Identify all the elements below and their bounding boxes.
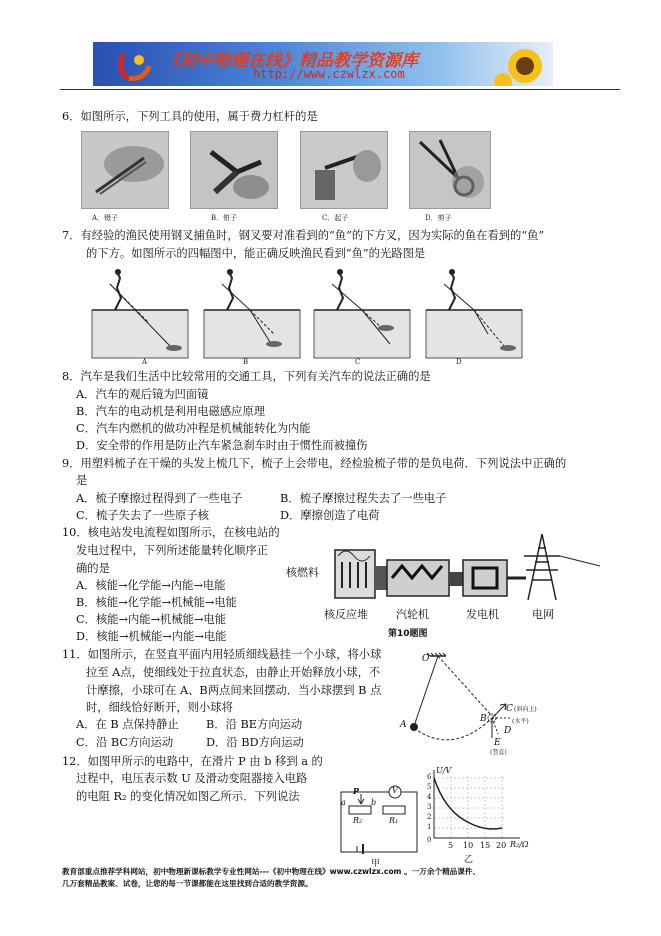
- q7-panel-a: [92, 269, 188, 358]
- q7-label-d: D: [456, 358, 462, 366]
- q6-caption-d: D．剪子: [425, 214, 452, 222]
- q11-figure: [400, 652, 540, 756]
- q6-stem: 6．如图所示，下列工具的使用，属于费力杠杆的是: [62, 110, 318, 123]
- q7-line2: 的下方。如图所示的四幅图中，能正确反映渔民看到“鱼”的光路图是: [86, 247, 426, 260]
- q8-option-c: C．汽车内燃机的做功冲程是机械能转化为内能: [76, 422, 311, 435]
- q8-option-a: A．汽车的观后镜为凹面镜: [76, 388, 209, 401]
- q12-line1: 12．如图甲所示的电路中，在滑片 P 由 b 移到 a 的: [62, 755, 323, 768]
- q11-line1: 11．如图所示，在竖直平面内用轻质细线悬挂一个小球，将小球: [62, 648, 382, 661]
- q11-note-d: (水平): [512, 718, 529, 725]
- q6-caption-b: B．钳子: [211, 214, 238, 222]
- q8-option-d: D．安全带的作用是防止汽车紧急刹车时由于惯性而被撞伤: [76, 439, 368, 452]
- q7-label-a: A: [142, 358, 148, 366]
- q12-label-jia: 甲: [371, 859, 381, 869]
- footer-line2: 几万套精品教案、试卷，让您的每一节课都能在这里找到合适的教学资源。: [62, 879, 313, 888]
- q10-option-d: D．核能→机械能→内能→电能: [76, 630, 227, 643]
- q11-label-e: E: [494, 738, 501, 748]
- q8-option-b: B．汽车的电动机是利用电磁感应原理: [76, 405, 266, 418]
- q10-label-grid: 电网: [532, 608, 554, 621]
- q12-label-r2: R₂: [353, 816, 363, 825]
- q7-panel-c: [314, 269, 410, 358]
- q7-line1: 7．有经验的渔民使用钢叉捕鱼时，钢叉要对准看到的“鱼”的下方叉，因为实际的鱼在看到的“鱼”: [62, 229, 545, 242]
- tweezers-icon: [82, 132, 168, 208]
- q9-option-d: D．摩擦创造了电荷: [280, 509, 380, 522]
- q12-label-p: P: [353, 786, 360, 796]
- pliers-icon: [191, 132, 277, 208]
- q11-option-a: A．在 B 点保持静止: [76, 718, 179, 731]
- q6-photo-d: [409, 131, 491, 209]
- q11-label-a: A: [400, 720, 407, 730]
- q11-option-b: B．沿 BE方向运动: [206, 718, 303, 731]
- q12-ytick-4: 4: [427, 793, 432, 801]
- q12-label-r1: R₁: [389, 816, 399, 825]
- q6-caption-c: C．起子: [322, 214, 349, 222]
- q9-line2: 是: [76, 474, 88, 487]
- q12-xtick-15: 15: [480, 841, 491, 850]
- q12-label-a: a: [341, 798, 346, 807]
- q6-photo-b: [190, 131, 278, 209]
- q12-line3: 的电阻 R₂ 的变化情况如图乙所示．下列说法: [76, 790, 300, 803]
- q10-label-turbine: 汽轮机: [396, 608, 429, 621]
- bottle-opener-icon: [301, 132, 387, 208]
- q11-line3: 计摩擦，小球可在 A、B两点间来回摆动．当小球摆到 B 点: [86, 684, 382, 697]
- q10-line1: 10．核电站发电流程如图所示，在核电站的: [62, 526, 280, 539]
- q10-figure-caption: 第10题图: [388, 629, 428, 639]
- header-rule: [60, 89, 620, 90]
- q10-label-reactor: 核反应堆: [324, 608, 368, 621]
- q12-origin: 0: [427, 836, 432, 844]
- q10-option-a: A．核能→化学能→内能→电能: [76, 579, 226, 592]
- q12-label-b: b: [371, 798, 377, 807]
- q12-ytick-3: 3: [427, 803, 432, 811]
- q11-line4: 时，细线恰好断开，则小球将: [86, 701, 233, 714]
- q12-circuit: [335, 770, 425, 869]
- q10-fuel-label: 核燃料: [286, 566, 319, 579]
- q11-label-d: D: [504, 726, 512, 736]
- q6-photo-a: [81, 131, 169, 209]
- q11-note-c: (斜向上): [514, 706, 537, 713]
- q11-note-e: (竖直): [490, 749, 507, 756]
- circuit-diagram: [335, 770, 425, 860]
- footer-line1: 教育部重点推荐学科网站，初中物理新课标教学专业性网站---《初中物理在线》www.czwlzx.com 。一万余个精品课件、: [62, 867, 481, 876]
- q10-figure: [280, 526, 610, 644]
- q10-option-c: C．核能→内能→机械能→电能: [76, 613, 227, 626]
- banner-url[interactable]: http://www.czwlzx.com: [253, 67, 405, 81]
- q12-line2: 过程中，电压表示数 U 及滑动变阻器接入电路: [76, 772, 308, 785]
- q10-line3: 确的是: [76, 562, 110, 575]
- q12-ytick-6: 6: [427, 773, 432, 781]
- q12-ytick-1: 1: [427, 823, 432, 831]
- q12-graph-xlabel: R₂/Ω: [510, 840, 529, 849]
- q7-figure: [90, 268, 530, 370]
- q12-xtick-10: 10: [463, 841, 474, 850]
- q12-label-yi: 乙: [464, 855, 474, 865]
- banner-title: 《初中物理在线》精品教学资源库: [163, 51, 418, 71]
- q7-panel-d: [426, 269, 522, 358]
- q10-line2: 发电过程中，下列所述能量转化顺序正: [76, 544, 269, 557]
- q11-label-o: O: [422, 654, 430, 664]
- q10-option-b: B．核能→化学能→机械能→电能: [76, 596, 237, 609]
- header-banner: [93, 42, 553, 86]
- q11-label-b: B: [480, 714, 487, 724]
- logo-icon: [115, 48, 155, 82]
- q9-option-c: C．梳子失去了一些原子核: [76, 509, 209, 522]
- q11-label-c: C: [506, 704, 513, 714]
- q6-caption-a: A．镊子: [92, 214, 119, 222]
- q8-stem: 8．汽车是我们生活中比较常用的交通工具，下列有关汽车的说法正确的是: [62, 370, 431, 383]
- q11-line2: 拉至 A点，使细线处于拉直状态，由静止开始释放小球，不: [86, 666, 381, 679]
- q9-option-b: B．梳子摩擦过程失去了一些电子: [280, 492, 447, 505]
- q12-xtick-5: 5: [448, 841, 454, 850]
- q12-graph-ylabel: U/V: [436, 766, 452, 775]
- q7-label-b: B: [243, 358, 249, 366]
- q12-xtick-20: 20: [496, 841, 507, 850]
- q12-graph: [424, 766, 534, 864]
- q12-ytick-5: 5: [427, 783, 432, 791]
- q9-line1: 9．用塑料梳子在干燥的头发上梳几下，梳子上会带电，经检验梳子带的是负电荷．下列说法中正确的: [62, 457, 567, 470]
- q7-label-c: C: [355, 358, 361, 366]
- q7-panel-b: [204, 269, 300, 358]
- q11-option-d: D．沿 BD方向运动: [206, 736, 304, 749]
- q12-ytick-2: 2: [427, 813, 432, 821]
- sunflower-icon: [493, 42, 553, 86]
- q9-option-a: A．梳子摩擦过程得到了一些电子: [76, 492, 243, 505]
- q11-option-c: C．沿 BC方向运动: [76, 736, 174, 749]
- q6-photo-c: [300, 131, 388, 209]
- q12-label-v: V: [392, 786, 398, 795]
- scissors-icon: [410, 132, 490, 208]
- q10-label-generator: 发电机: [466, 608, 499, 621]
